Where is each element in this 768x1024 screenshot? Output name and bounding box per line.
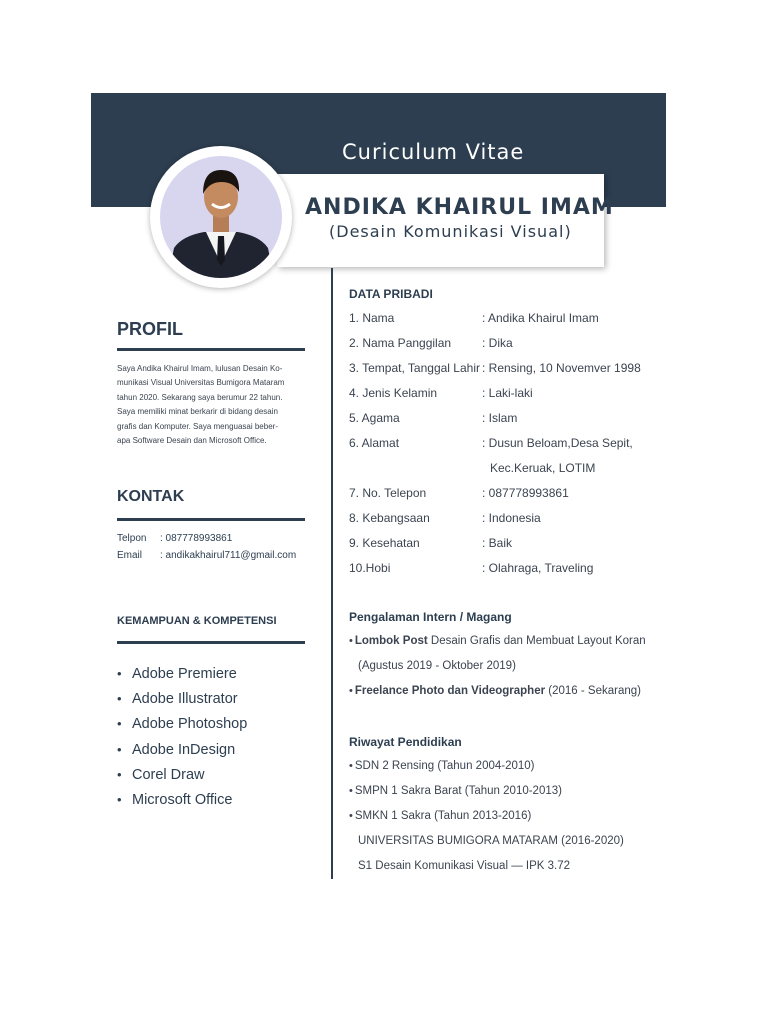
pendidikan-school: SMKN 1 Sakra (Tahun 2013-2016) [354, 810, 532, 822]
bullet-icon: • [117, 666, 122, 681]
data-pribadi-label: 9. Kesehatan [349, 536, 420, 550]
skill-item [117, 661, 247, 686]
bullet-icon: • [349, 760, 353, 772]
skill-item [117, 711, 247, 736]
skill-item [117, 737, 247, 762]
data-pribadi-value: : Indonesia [482, 511, 541, 525]
data-pribadi-label: 4. Jenis Kelamin [349, 386, 438, 400]
skill-label: Adobe Premiere [132, 666, 237, 682]
column-divider [331, 268, 333, 879]
person-subtitle: (Desain Komunikasi Visual) [329, 222, 572, 241]
pengalaman-item [349, 685, 641, 697]
data-pribadi-value: : 087778993861 [482, 486, 569, 500]
telpon-value: : 087778993861 [160, 533, 233, 544]
kontak-email [117, 550, 296, 561]
kemampuan-heading: KEMAMPUAN & KOMPETENSI [117, 615, 277, 627]
kemampuan-rule [117, 641, 305, 644]
skill-label: Adobe Photoshop [132, 716, 248, 733]
pendidikan-item [349, 785, 562, 797]
skill-label: Corel Draw [132, 766, 205, 783]
data-pribadi-value: : Dika [482, 336, 513, 350]
profil-paragraph [117, 362, 307, 448]
profil-line: grafis dan Komputer. Saya menguasai beber- [117, 421, 278, 431]
bullet-icon: • [349, 635, 353, 647]
data-pribadi-label: 1. Nama [349, 311, 395, 325]
bullet-icon: • [117, 766, 122, 782]
skill-item [117, 787, 247, 812]
pengalaman-heading: Pengalaman Intern / Magang [349, 610, 512, 624]
pengalaman-period: (Agustus 2019 - Oktober 2019) [358, 660, 516, 672]
data-pribadi-value: : Islam [482, 411, 518, 425]
data-pribadi-label: 6. Alamat [349, 436, 400, 450]
profil-line: apa Software Desain dan Microsoft Office. [117, 436, 267, 446]
name-card [277, 174, 604, 267]
pendidikan-item [349, 760, 535, 772]
data-pribadi-label: 8. Kebangsaan [349, 511, 430, 525]
skills-list [117, 661, 247, 812]
bullet-icon: • [349, 685, 353, 697]
pengalaman-desc: (2016 - Sekarang) [545, 685, 641, 697]
data-pribadi-label: 2. Nama Panggilan [349, 336, 452, 350]
email-label: Email [117, 550, 143, 561]
pendidikan-item [349, 810, 531, 822]
data-pribadi-value: : Andika Khairul Imam [482, 311, 599, 325]
data-pribadi-value: : Dusun Beloam,Desa Sepit, [482, 436, 633, 450]
profil-line: Saya Andika Khairul Imam, lulusan Desain Ko- [117, 364, 283, 373]
skill-item [117, 686, 247, 711]
profil-rule [117, 348, 305, 351]
pendidikan-degree: S1 Desain Komunikasi Visual — IPK 3.72 [358, 860, 571, 872]
data-pribadi-label: 7. No. Telepon [349, 486, 427, 500]
data-pribadi-value: : Laki-laki [482, 386, 533, 400]
data-pribadi-value: : Olahraga, Traveling [482, 561, 594, 575]
kontak-telpon [117, 533, 232, 544]
data-pribadi-label: 5. Agama [349, 411, 400, 425]
skill-label: Adobe Illustrator [132, 691, 238, 708]
pendidikan-school: SDN 2 Rensing (Tahun 2004-2010) [354, 760, 535, 772]
data-pribadi-value: Kec.Keruak, LOTIM [490, 461, 596, 475]
pengalaman-role: Freelance Photo dan Videographer [354, 685, 546, 697]
data-pribadi-label: 3. Tempat, Tanggal Lahir [349, 361, 480, 375]
bullet-icon: • [117, 691, 122, 707]
telpon-label: Telpon [117, 533, 147, 544]
data-pribadi-heading: DATA PRIBADI [349, 287, 433, 301]
data-pribadi-value: : Rensing, 10 Novemver 1998 [482, 361, 641, 375]
bullet-icon: • [349, 810, 353, 822]
data-pribadi-label: 10.Hobi [349, 561, 391, 575]
pengalaman-company: Lombok Post [354, 635, 428, 647]
bullet-icon: • [117, 716, 122, 732]
pendidikan-heading: Riwayat Pendidikan [349, 735, 462, 749]
pendidikan-university: UNIVERSITAS BUMIGORA MATARAM (2016-2020) [358, 835, 624, 847]
profil-line: munikasi Visual Universitas Bumigora Mataram [117, 378, 285, 388]
pendidikan-school: SMPN 1 Sakra Barat (Tahun 2010-2013) [354, 785, 562, 797]
bullet-icon: • [117, 791, 122, 807]
profil-line: Saya memiliki minat berkarir di bidang desain [117, 407, 278, 417]
cv-title: Curiculum Vitae [342, 140, 525, 164]
bullet-icon: • [117, 741, 122, 757]
kontak-rule [117, 518, 305, 521]
kontak-heading: KONTAK [117, 488, 185, 505]
profile-photo [160, 156, 282, 278]
profil-line: tahun 2020. Sekarang saya berumur 22 tahun. [117, 392, 283, 402]
skill-label: Microsoft Office [132, 791, 233, 808]
email-value: : andikakhairul711@gmail.com [160, 550, 297, 561]
pengalaman-desc: Desain Grafis dan Membuat Layout Koran [427, 635, 646, 647]
pengalaman-item [349, 635, 646, 647]
skill-label: Adobe InDesign [132, 741, 236, 758]
bullet-icon: • [349, 785, 353, 797]
person-name: ANDIKA KHAIRUL IMAM [305, 195, 614, 220]
skill-item [117, 762, 247, 787]
profil-heading: PROFIL [117, 319, 183, 339]
data-pribadi-value: : Baik [482, 536, 513, 550]
